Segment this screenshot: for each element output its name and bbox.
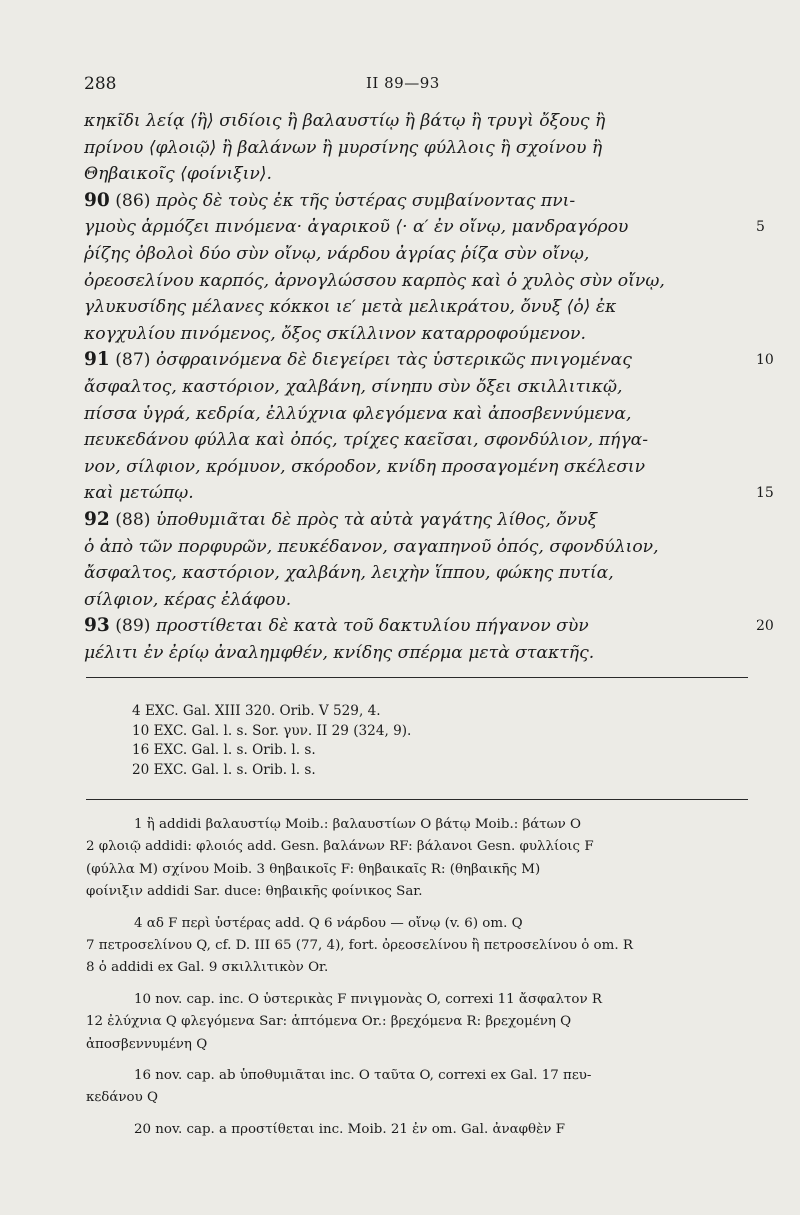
- text-line: [84, 241, 746, 268]
- text-line: [84, 454, 746, 481]
- text-line: [84, 161, 746, 188]
- line-text: ἄσφαλτος, καστόριον, χαλβάνη, σίνηπυ σὺν ὄξει σκιλλιτικῷ,: [84, 376, 623, 397]
- apparatus-line: 10 nov. cap. inc. O ὑστερικὰς F πνιγμονὰς O, correxi 11 ἄσφαλτον R: [134, 991, 602, 1007]
- apparatus-line: 4 αδ F περὶ ὑστέρας add. Q 6 νάρδου — οἴνῳ (v. 6) om. Q: [134, 915, 523, 931]
- apparatus-line: 12 ἐλύχνια Q φλεγόμενα Sar: ἁπτόμενα Or.: βρεχόμενα R: βρεχομένη Q: [86, 1014, 572, 1030]
- line-text: πευκεδάνου φύλλα καὶ ὀπός, τρίχες καεῖσαι, σφονδύλιον, πήγα-: [84, 430, 649, 451]
- apparatus-group: [86, 989, 750, 1056]
- line-number: 15: [756, 485, 774, 502]
- running-head: II 89—93: [366, 74, 440, 92]
- apparatus-line: 16 nov. cap. ab ὑποθυμιᾶται inc. O ταῦτα O, correxi ex Gal. 17 πευ-: [134, 1067, 592, 1083]
- testimonia-line: 10 EXC. Gal. l. s. Sor. γυν. II 29 (324, 9).: [132, 722, 412, 739]
- text-line: [84, 347, 774, 374]
- main-text: [84, 108, 774, 666]
- line-text: γμοὺς ἁρμόζει πινόμενα· ἀγαρικοῦ ⟨· α′ ἐν οἴνῳ, μανδραγόρου: [84, 217, 629, 238]
- text-line: [84, 587, 746, 614]
- separator-rule: [86, 799, 748, 800]
- critical-apparatus: [86, 814, 750, 1150]
- line-text: Θηβαικοῖς ⟨φοίνιξιν⟩.: [84, 164, 272, 185]
- section-number: 92: [84, 508, 110, 530]
- text-line: [84, 613, 774, 640]
- apparatus-line: 7 πετροσελίνου Q, cf. D. III 65 (77, 4), fort. ὀρεοσελίνου ἢ πετροσελίνου ὁ om. R: [86, 937, 633, 953]
- text-line: [84, 374, 746, 401]
- section-alt-number: (89): [115, 616, 151, 637]
- text-line: [84, 214, 765, 241]
- line-text: ὑποθυμιᾶται δὲ πρὸς τὰ αὐτὰ γαγάτης λίθος, ὄνυξ: [155, 509, 598, 530]
- line-text: νον, σίλφιον, κρόμυον, σκόροδον, κνίδη προσαγομένη σκέλεσιν: [84, 456, 646, 477]
- section-number: 93: [84, 615, 110, 637]
- text-line: [84, 560, 746, 587]
- apparatus-line: (φύλλα M) σχίνου Moib. 3 θηβαικοῖς F: θηβαικαῖς R: (θηβαικῆς M): [86, 861, 541, 877]
- apparatus-group: [86, 814, 750, 904]
- line-text: καὶ μετώπῳ.: [84, 483, 194, 504]
- text-line: [84, 427, 746, 454]
- text-line: [84, 268, 746, 295]
- line-number: 10: [756, 352, 774, 369]
- apparatus-group: [86, 913, 750, 980]
- page-number: 288: [84, 74, 117, 94]
- line-text: πρὸς δὲ τοὺς ἐκ τῆς ὑστέρας συμβαίνοντας πνι-: [155, 190, 576, 211]
- line-text: ὁ ἀπὸ τῶν πορφυρῶν, πευκέδανον, σαγαπηνοῦ ὀπός, σφονδύλιον,: [84, 536, 659, 557]
- text-line: [84, 294, 746, 321]
- line-text: πρίνου ⟨φλοιῷ⟩ ἢ βαλάνων ἢ μυρσίνης φύλλοις ἢ σχοίνου ἢ: [84, 137, 603, 158]
- line-text: προστίθεται δὲ κατὰ τοῦ δακτυλίου πήγανον σὺν: [155, 616, 589, 637]
- line-text: κογχυλίου πινόμενος, ὄξος σκίλλινον καταρροφούμενον.: [84, 323, 586, 344]
- line-text: ἄσφαλτος, καστόριον, χαλβάνη, λειχὴν ἵππου, φώκης πυτία,: [84, 563, 614, 584]
- text-line: [84, 507, 746, 534]
- line-number: 5: [756, 219, 765, 236]
- section-number: 90: [84, 189, 110, 211]
- text-line: [84, 135, 746, 162]
- text-line: [84, 188, 746, 215]
- apparatus-group: [86, 1065, 750, 1110]
- page-header: [84, 74, 744, 98]
- line-number: 20: [756, 618, 774, 635]
- line-text: μέλιτι ἐν ἐρίῳ ἀναλημφθέν, κνίδης σπέρμα μετὰ στακτῆς.: [84, 642, 595, 663]
- text-line: [84, 534, 746, 561]
- apparatus-line: ἀποσβεννυμένη Q: [86, 1036, 208, 1052]
- line-text: σίλφιον, κέρας ἐλάφου.: [84, 589, 292, 610]
- line-text: ῥίζης ὀβολοὶ δύο σὺν οἴνῳ, νάρδου ἀγρίας ῥίζα σὺν οἴνῳ,: [84, 243, 590, 264]
- section-alt-number: (86): [115, 190, 151, 211]
- line-text: ὀσφραινόμενα δὲ διεγείρει τὰς ὑστερικῶς πνιγομένας: [155, 350, 632, 371]
- text-line: [84, 108, 746, 135]
- section-number: 91: [84, 349, 110, 371]
- apparatus-line: φοίνιξιν addidi Sar. duce: θηβαικῆς φοίνικος Sar.: [86, 884, 423, 900]
- text-line: [84, 401, 746, 428]
- text-line: [84, 480, 774, 507]
- text-line: [84, 640, 746, 667]
- separator-rule: [86, 677, 748, 678]
- apparatus-line: κεδάνου Q: [86, 1090, 158, 1106]
- testimonia-line: 20 EXC. Gal. l. s. Orib. l. s.: [132, 761, 316, 778]
- text-line: [84, 321, 746, 348]
- apparatus-line: 20 nov. cap. a προστίθεται inc. Moib. 21 ἐν om. Gal. ἀναφθὲν F: [134, 1121, 565, 1137]
- apparatus-line: 1 ἢ addidi βαλαυστίῳ Moib.: βαλαυστίων O βάτῳ Moib.: βάτων O: [134, 817, 581, 832]
- testimonia-block: [132, 702, 411, 780]
- line-text: ὀρεοσελίνου καρπός, ἀρνογλώσσου καρπὸς καὶ ὁ χυλὸς σὺν οἴνῳ,: [84, 270, 665, 291]
- testimonia-line: 4 EXC. Gal. XIII 320. Orib. V 529, 4.: [132, 703, 381, 719]
- line-text: γλυκυσίδης μέλανες κόκκοι ιε′ μετὰ μελικράτου, ὄνυξ ⟨ὁ⟩ ἐκ: [84, 297, 617, 318]
- apparatus-line: 2 φλοιῷ addidi: φλοιός add. Gesn. βαλάνων RF: βάλανοι Gesn. φυλλίοις F: [86, 839, 594, 855]
- apparatus-group: [86, 1119, 750, 1141]
- testimonia-line: 16 EXC. Gal. l. s. Orib. l. s.: [132, 742, 316, 758]
- section-alt-number: (87): [115, 350, 151, 371]
- apparatus-line: 8 ὁ addidi ex Gal. 9 σκιλλιτικὸν Or.: [86, 960, 329, 976]
- line-text: πίσσα ὑγρά, κεδρία, ἐλλύχνια φλεγόμενα καὶ ἀποσβεννύμενα,: [84, 403, 632, 424]
- section-alt-number: (88): [115, 509, 151, 530]
- line-text: κηκῖδι λείᾳ ⟨ἢ⟩ σιδίοις ἢ βαλαυστίῳ ἢ βάτῳ ἢ τρυγὶ ὄξους ἢ: [84, 111, 606, 131]
